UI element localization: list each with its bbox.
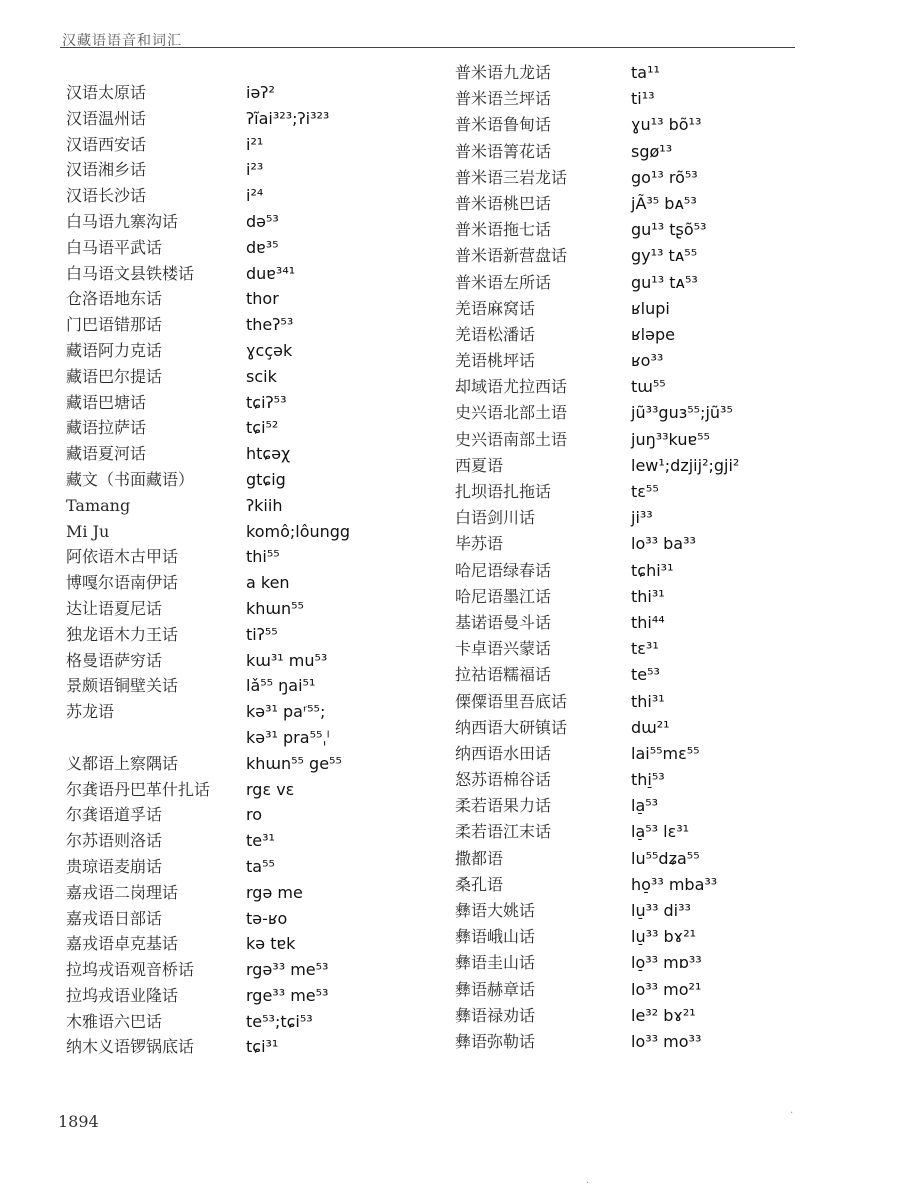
word-form: kə³¹ paʳ⁵⁵; [246,702,326,722]
entry-row [455,977,875,1003]
entry-row [455,479,875,505]
language-name: 羌语松潘话 [455,324,536,344]
word-form: ɣcçək [246,340,293,360]
word-form: tɕi⁵² [246,418,279,438]
language-name: 怒苏语棉谷话 [455,770,552,790]
entry-row [66,673,446,699]
word-form: i²³ [246,160,264,180]
entry-row [455,296,875,322]
entry-row [455,1029,875,1055]
language-name: 尔苏语则洛话 [66,831,163,851]
word-form: la̠⁵³ lɛ³¹ [631,822,690,842]
language-name: 汉语西安话 [66,134,147,154]
word-form: kə tɐk [246,934,296,954]
entry-row [66,983,446,1009]
word-form: thi̠⁵³ [631,770,665,790]
word-form: scik [246,366,277,386]
entry-row [455,715,875,741]
language-name: 彝语禄劝话 [455,1005,536,1025]
word-form: ho̠³³ mba³³ [631,874,718,894]
language-name: 普米语箐花话 [455,141,552,161]
language-name: 普米语拖七话 [455,220,552,240]
word-form: te⁵³ [631,665,660,685]
language-name: 白马语文县铁楼话 [66,263,195,283]
entry-row [66,957,446,983]
entry-row [455,400,875,426]
word-form: gu¹³ tᴀ⁵³ [631,272,698,292]
scan-speck: · [790,1108,794,1119]
word-form: duɐ³⁴¹ [246,263,296,283]
entry-row [66,390,446,416]
language-name: 拉祜语糯福话 [455,665,552,685]
word-form: jÃ³⁵ bᴀ⁵³ [631,193,697,213]
entry-row [66,80,446,106]
language-name: 普米语九龙话 [455,63,552,82]
language-name: 嘉戎语卓克基话 [66,934,179,954]
language-name: 普米语左所话 [455,272,552,292]
language-name: 毕苏语 [455,534,504,554]
entry-row [455,819,875,845]
entry-row [66,1034,446,1060]
word-form: ʔkiih [246,495,283,515]
language-name: 史兴语南部土语 [455,429,568,449]
word-form: də⁵³ [246,211,279,231]
entry-row [455,348,875,374]
word-form: tɛ⁵⁵ [631,482,659,501]
language-name: 格曼语萨穷话 [66,650,163,670]
page-number: 1894 [58,1112,99,1131]
entry-row [66,828,446,854]
language-name: 白马语平武话 [66,237,163,257]
word-form: le³² bɤ²¹ [631,1005,696,1025]
word-form: theʔ⁵³ [246,315,294,335]
entry-row [66,441,446,467]
word-form: kə³¹ pra⁵⁵ˌˡ [246,727,330,747]
word-form: tiʔ⁵⁵ [246,624,278,644]
entry-row [66,157,446,183]
word-form: juŋ³³kuɐ⁵⁵ [631,429,710,449]
entry-row [455,872,875,898]
language-name: 西夏语 [455,455,504,475]
entry-row [66,209,446,235]
language-name: 博嘎尔语南伊话 [66,573,179,593]
entry-row [455,427,875,453]
language-name: 普米语新营盘话 [455,246,568,266]
entry-row [455,243,875,269]
word-form: ti¹³ [631,89,655,109]
entry-row [66,519,446,545]
entry-row [455,950,875,976]
language-name: Tamang [66,495,131,515]
language-name: 嘉戎语二岗理话 [66,882,179,902]
entry-row [66,854,446,880]
entry-row [455,898,875,924]
word-form: i²¹ [246,134,264,154]
entry-row [66,286,446,312]
word-form: lu̠³³ di³³ [631,901,691,920]
word-form: ro [246,805,263,825]
language-name: 木雅语六巴话 [66,1011,163,1031]
entry-row [455,505,875,531]
language-name: 白马语九寨沟话 [66,211,179,231]
language-name: Mi Ju [66,521,110,541]
language-name: 史兴语北部土语 [455,403,568,423]
entry-row [455,636,875,662]
language-name: 独龙语木力王话 [66,624,179,644]
language-name: 嘉戎语日部话 [66,908,163,928]
entry-row [455,662,875,688]
language-name: 扎坝语扎拖话 [455,482,552,501]
word-form: lo³³ mo²¹ [631,979,702,999]
word-form: ɣu¹³ bõ¹³ [631,115,702,135]
entry-row [455,584,875,610]
entry-row [455,191,875,217]
language-name: 藏语巴塘话 [66,392,147,412]
word-form: rgə me [246,882,303,902]
entry-row [455,846,875,872]
entry-row [455,217,875,243]
entry-row [66,751,446,777]
language-name: 卡卓语兴蒙话 [455,639,552,659]
language-name: 汉语湘乡话 [66,160,147,180]
language-name: 基诺语曼斗话 [455,612,552,632]
language-name: 彝语赫章话 [455,979,536,999]
entry-row [455,767,875,793]
entry-row [455,322,875,348]
word-form: jũ³³guɜ⁵⁵;jũ³⁵ [631,403,733,423]
word-form: ta¹¹ [631,63,660,82]
language-name: 藏语拉萨话 [66,418,147,438]
word-form: tɕiʔ⁵³ [246,392,287,412]
language-name: 仓洛语地东话 [66,289,163,309]
word-form: kɯ³¹ mu⁵³ [246,650,328,670]
word-form: lo̠³³ mɒ³³ [631,953,702,973]
entry-row [66,544,446,570]
word-form: go¹³ rõ⁵³ [631,167,698,187]
language-name: 羌语麻窝话 [455,298,536,318]
language-name: 景颇语铜壁关话 [66,676,179,696]
entry-row [66,802,446,828]
language-name: 门巴语错那话 [66,315,163,335]
entry-row [66,467,446,493]
language-name: 尔龚语丹巴革什扎话 [66,779,211,799]
word-form: lew¹;dzjij²;gji² [631,455,740,475]
language-name: 普米语桃巴话 [455,193,552,213]
language-name: 达让语夏尼话 [66,598,163,618]
word-form: iəʔ² [246,83,275,102]
entry-row [66,777,446,803]
language-name: 藏语阿力克话 [66,340,163,360]
word-form: i²⁴ [246,186,264,206]
running-header: 汉藏语语音和词汇 [62,33,182,49]
language-name: 拉坞戎语观音桥话 [66,960,195,980]
entry-row [66,312,446,338]
language-name: 纳西语大研镇话 [455,717,568,737]
entry-row [455,741,875,767]
language-name: 彝语峨山话 [455,927,536,947]
entry-row [455,270,875,296]
word-form: rge³³ me⁵³ [246,985,329,1005]
entry-row [66,699,446,725]
word-form: khɯn⁵⁵ ge⁵⁵ [246,753,342,773]
word-form: gtɕig [246,469,286,489]
entry-row [455,374,875,400]
language-name: 桑孔语 [455,874,504,894]
entry-row [66,364,446,390]
word-form: tɯ⁵⁵ [631,377,666,397]
language-name: 藏文（书面藏语） [66,469,195,489]
entry-row [66,880,446,906]
word-form: thi⁴⁴ [631,612,665,632]
word-form: tə-ʁo [246,908,288,928]
language-name: 纳木义语锣锅底话 [66,1037,195,1057]
word-form: lo³³ ba³³ [631,534,696,554]
word-form: htɕəχ [246,444,291,464]
word-form: ʁo³³ [631,351,664,371]
word-form: komô;lôungg [246,521,351,541]
language-name: 汉语太原话 [66,83,147,102]
language-name: 羌语桃坪话 [455,351,536,371]
entry-row [66,415,446,441]
left-column [66,80,446,1060]
word-form: lu⁵⁵dʑa⁵⁵ [631,848,700,868]
word-form: khɯn⁵⁵ [246,598,304,618]
entry-row [66,1009,446,1035]
entry-row [455,165,875,191]
entry-row [455,558,875,584]
word-form: lu̠³³ bɤ²¹ [631,927,697,947]
language-name: 尔龚语道孚话 [66,805,163,825]
word-form: ʁləpe [631,324,675,344]
word-form: dɯ²¹ [631,717,670,737]
word-form: sgø¹³ [631,141,673,161]
word-form: thi⁵⁵ [246,547,280,567]
language-name: 彝语大姚话 [455,901,536,920]
language-name: 哈尼语绿春话 [455,560,552,580]
language-name: 纳西语水田话 [455,743,552,763]
entry-row [455,793,875,819]
header-rule [60,47,795,48]
language-name: 汉语温州话 [66,108,147,128]
entry-row [455,924,875,950]
entry-row [66,493,446,519]
entry-row [455,112,875,138]
entry-row [455,139,875,165]
entry-row [455,60,875,86]
word-form: rgɛ vɛ [246,779,295,799]
entry-row [66,906,446,932]
language-name: 柔若语江末话 [455,822,552,842]
word-form: la̠⁵³ [631,796,659,816]
word-form: rgə³³ me⁵³ [246,960,329,980]
language-name: 哈尼语墨江话 [455,586,552,606]
language-name: 普米语兰坪话 [455,89,552,109]
language-name: 白语剑川话 [455,508,536,528]
word-form: thi³¹ [631,691,665,711]
entry-row [455,610,875,636]
entry-row [66,725,446,751]
entry-row [66,570,446,596]
language-name: 撒都语 [455,848,504,868]
word-form: te⁵³;tɕi⁵³ [246,1011,313,1031]
entry-row [66,132,446,158]
right-column [455,60,875,1055]
word-form: thor [246,289,279,309]
entry-row [66,622,446,648]
entry-row [66,183,446,209]
language-name: 普米语三岩龙话 [455,167,568,187]
language-name: 彝语弥勒话 [455,1031,536,1051]
entry-row [455,689,875,715]
word-form: te³¹ [246,831,275,851]
language-name: 傈僳语里吾底话 [455,691,568,711]
language-name: 阿依语木古甲话 [66,547,179,567]
entry-row [455,453,875,479]
entry-row [455,86,875,112]
word-form: ji³³ [631,508,653,528]
language-name: 普米语鲁甸话 [455,115,552,135]
word-form: tɛ³¹ [631,639,659,659]
word-form: ta⁵⁵ [246,856,275,876]
language-name: 汉语长沙话 [66,186,147,206]
language-name: 藏语巴尔提话 [66,366,163,386]
word-form: gy¹³ tᴀ⁵⁵ [631,246,698,266]
entry-row [66,648,446,674]
entry-row [66,235,446,261]
scan-speck: · [586,1178,590,1189]
entry-row [66,106,446,132]
language-name: 义都语上察隅话 [66,753,179,773]
language-name: 彝语圭山话 [455,953,536,973]
word-form: thi³¹ [631,586,665,606]
entry-row [66,338,446,364]
entry-row [66,931,446,957]
language-name: 苏龙语 [66,702,115,722]
word-form: lai⁵⁵mɛ⁵⁵ [631,743,700,763]
word-form: lo³³ mo³³ [631,1031,702,1051]
word-form: gu¹³ tʂõ⁵³ [631,220,707,240]
language-name: 柔若语果力话 [455,796,552,816]
entry-row [455,531,875,557]
word-form: ʁlupi [631,298,670,318]
language-name: 却域语尤拉西话 [455,377,568,397]
word-form: tɕi³¹ [246,1037,279,1057]
language-name: 贵琼语麦崩话 [66,856,163,876]
entry-row [455,1003,875,1029]
word-form: dɐ³⁵ [246,237,279,257]
entry-row [66,596,446,622]
word-form: a ken [246,573,290,593]
word-form: tɕhi³¹ [631,560,674,580]
language-name: 拉坞戎语业隆话 [66,985,179,1005]
language-name: 藏语夏河话 [66,444,147,464]
entry-row [66,261,446,287]
word-form: ʔĩai³²³;ʔi³²³ [246,108,330,128]
word-form: lǎ⁵⁵ ŋai⁵¹ [246,676,316,696]
